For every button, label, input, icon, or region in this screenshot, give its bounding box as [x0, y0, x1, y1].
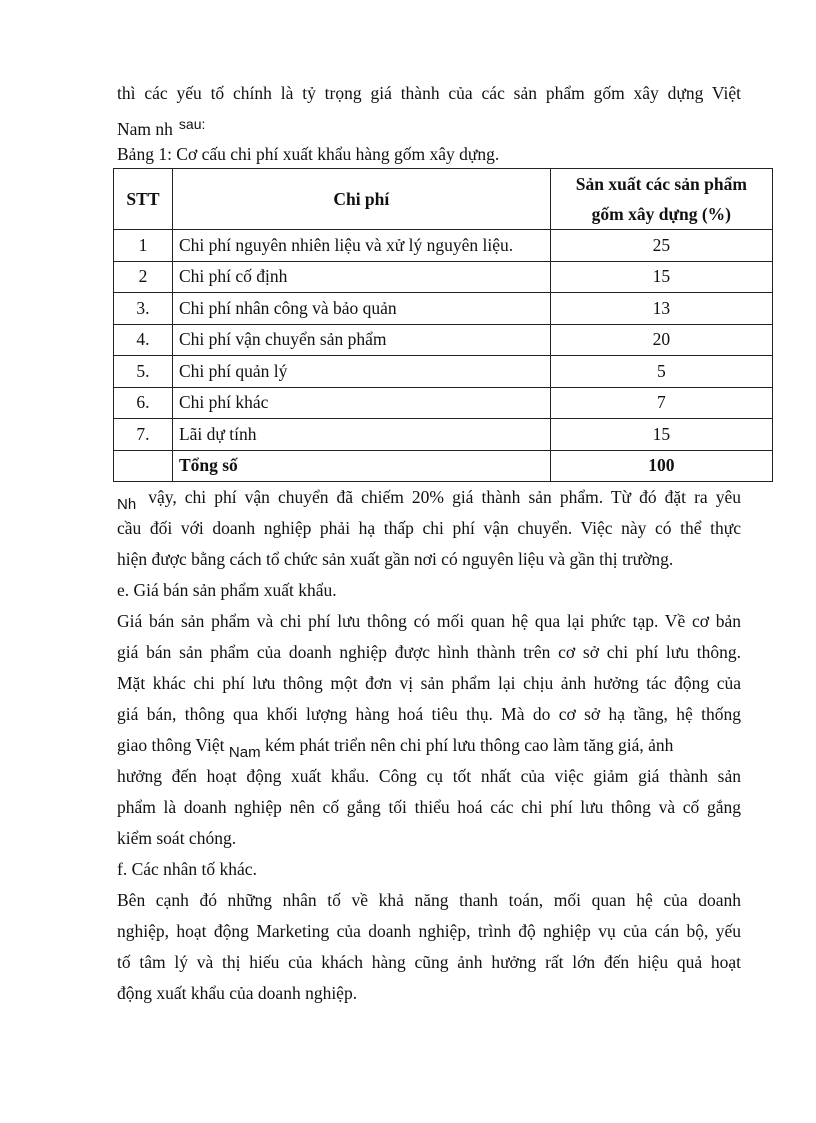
header-stt: STT — [114, 169, 173, 230]
table-row — [114, 230, 773, 262]
row-value: 15 — [550, 419, 772, 451]
table-row — [114, 387, 773, 419]
table-row — [114, 293, 773, 325]
para1-nh: Nh — [117, 496, 137, 513]
row-cost-name: Chi phí cố định — [172, 261, 550, 293]
row-value: 25 — [550, 230, 772, 262]
row-value: 5 — [550, 356, 772, 388]
intro-line-2-main: Nam nh — [117, 119, 173, 139]
header-value — [550, 169, 772, 230]
para1-line-2: cầu đối với doanh nghiệp phải hạ thấp chi phí vận chuyển. Việc này có thể thực — [117, 518, 741, 538]
para3-line-3: tố tâm lý và thị hiếu của khách hàng cũng ảnh hưởng rất lớn đến hiệu quả hoạt — [117, 952, 741, 972]
table-caption: Bảng 1: Cơ cấu chi phí xuất khẩu hàng gốm xây dựng. — [117, 144, 500, 164]
row-cost-name: Chi phí nhân công và bảo quản — [172, 293, 550, 325]
header-cost-name: Chi phí — [172, 169, 550, 230]
para2-line-4: giá bán, thông qua khối lượng hàng hoá tiêu thụ. Mà do cơ sở hạ tầng, hệ thống — [117, 704, 741, 724]
table-total-row — [114, 450, 773, 482]
para3-line-4: động xuất khẩu của doanh nghiệp. — [117, 983, 358, 1003]
row-stt: 7. — [114, 419, 173, 451]
table-row — [114, 261, 773, 293]
row-stt: 4. — [114, 324, 173, 356]
row-stt: 3. — [114, 293, 173, 325]
row-cost-name: Chi phí vận chuyển sản phẩm — [172, 324, 550, 356]
intro-line-1: thì các yếu tố chính là tỷ trọng giá thành của các sản phẩm gốm xây dựng Việt — [117, 83, 741, 103]
total-stt — [114, 450, 173, 482]
para2-line-2: giá bán sản phẩm của doanh nghiệp được hình thành trên cơ sở chi phí lưu thông. — [117, 642, 741, 662]
header-value-line-1: Sản xuất các sản phẩm — [575, 174, 747, 194]
row-stt: 5. — [114, 356, 173, 388]
para2-line-8: kiểm soát chóng. — [117, 828, 237, 848]
para2-line-5-nam: Nam — [228, 744, 261, 761]
para2-line-1: Giá bán sản phẩm và chi phí lưu thông có mối quan hệ qua lại phức tạp. Về cơ bản — [117, 611, 741, 631]
para2-line-5-a: giao thông Việt — [117, 735, 225, 755]
para2-line-5 — [117, 730, 741, 761]
row-stt: 2 — [114, 261, 173, 293]
para2-line-5-b: kém phát triển nên chi phí lưu thông cao làm tăng giá, ảnh — [264, 735, 674, 755]
row-stt: 1 — [114, 230, 173, 262]
table-row — [114, 419, 773, 451]
intro-line-2-small: sau: — [178, 116, 206, 132]
para2-line-6: hưởng đến hoạt động xuất khẩu. Công cụ tốt nhất của việc giảm giá thành sản — [117, 766, 741, 786]
heading-f: f. Các nhân tố khác. — [117, 859, 257, 879]
para3-line-2: nghiệp, hoạt động Marketing của doanh nghiệp, trình độ nghiệp vụ của cán bộ, yếu — [117, 921, 741, 941]
heading-e: e. Giá bán sản phẩm xuất khẩu. — [117, 580, 337, 600]
table-header-row — [114, 169, 773, 230]
total-label: Tổng số — [172, 450, 550, 482]
row-value: 15 — [550, 261, 772, 293]
document-page — [117, 78, 747, 1009]
table-row — [114, 324, 773, 356]
intro-line-2 — [117, 109, 741, 140]
row-cost-name: Chi phí khác — [172, 387, 550, 419]
para3-line-1: Bên cạnh đó những nhân tố về khả năng thanh toán, mối quan hệ của doanh — [117, 890, 741, 910]
para1-line-1-rest: vậy, chi phí vận chuyển đã chiếm 20% giá thành sản phẩm. Từ đó đặt ra yêu — [148, 487, 741, 507]
row-value: 20 — [550, 324, 772, 356]
para1-line-3: hiện được bằng cách tổ chức sản xuất gần nơi có nguyên liệu và gần thị trường. — [117, 549, 674, 569]
row-value: 7 — [550, 387, 772, 419]
para1-line-1 — [117, 482, 741, 513]
para2-line-3: Mặt khác chi phí lưu thông một đơn vị sản phẩm lại chịu ảnh hưởng tác động của — [117, 673, 741, 693]
row-value: 13 — [550, 293, 772, 325]
table-row — [114, 356, 773, 388]
row-stt: 6. — [114, 387, 173, 419]
total-value: 100 — [550, 450, 772, 482]
row-cost-name: Lãi dự tính — [172, 419, 550, 451]
header-value-line-2: gốm xây dựng (%) — [591, 204, 731, 224]
para2-line-7: phẩm là doanh nghiệp nên cố gắng tối thiểu hoá các chi phí lưu thông và cố gắng — [117, 797, 741, 817]
row-cost-name: Chi phí quản lý — [172, 356, 550, 388]
cost-structure-table — [113, 168, 773, 482]
row-cost-name: Chi phí nguyên nhiên liệu và xử lý nguyên liệu. — [172, 230, 550, 262]
